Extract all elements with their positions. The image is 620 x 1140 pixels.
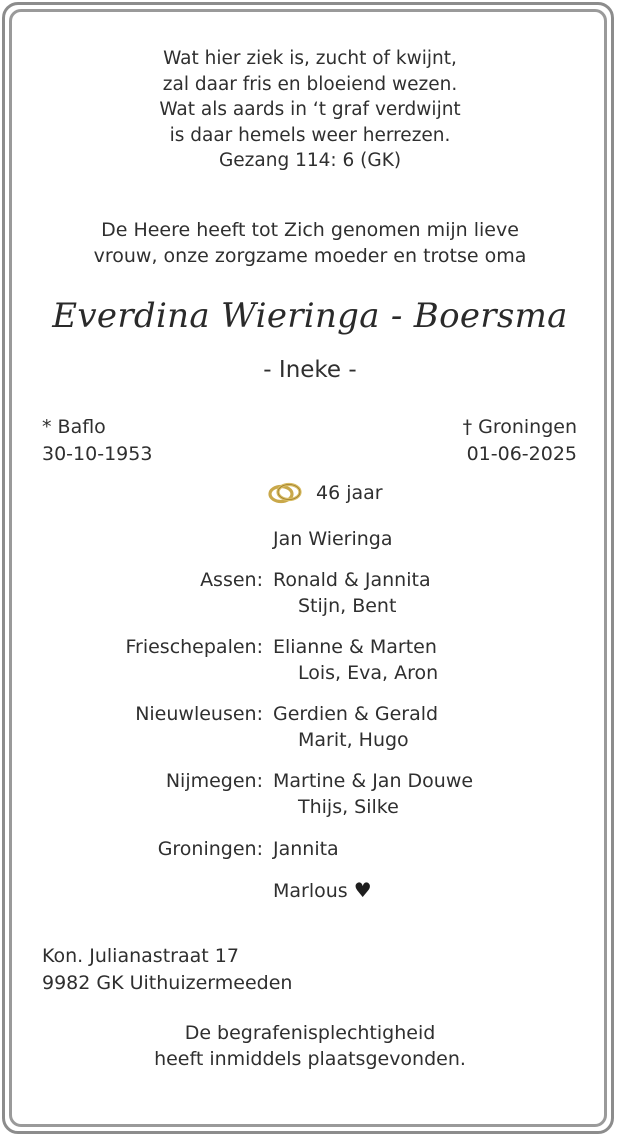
family-couple: Gerdien & Gerald <box>273 703 439 725</box>
death-date: 01-06-2025 <box>466 443 577 465</box>
announcement-text <box>0 217 620 269</box>
poem-line: Wat hier ziek is, zucht of kwijnt, <box>163 48 457 69</box>
extra-name: Marlous <box>273 880 348 902</box>
family-couple: Jannita <box>273 838 339 860</box>
address-city: 9982 GK Uithuizermeeden <box>42 972 293 994</box>
announcement-line-1: De Heere heeft tot Zich genomen mijn lieve <box>101 219 519 241</box>
birth-place: * Baflo <box>42 416 106 438</box>
marriage-years: 46 jaar <box>316 482 383 504</box>
heart-icon: ♥ <box>353 878 372 902</box>
family-place: Frieschepalen: <box>125 636 263 658</box>
address <box>42 943 292 997</box>
deceased-name: Everdina Wieringa - Boersma <box>52 296 568 336</box>
family-children: Thijs, Silke <box>298 796 399 818</box>
death-info <box>463 414 577 468</box>
family-children: Marit, Hugo <box>298 729 409 751</box>
marriage-duration <box>266 480 383 506</box>
closing-line-1: De begrafenisplechtigheid <box>184 1022 436 1044</box>
extra-person <box>273 877 372 904</box>
family-children: Stijn, Bent <box>298 595 397 617</box>
poem-line: is daar hemels weer herrezen. <box>169 124 451 146</box>
family-place: Nieuwleusen: <box>135 703 263 725</box>
family-children: Lois, Eva, Aron <box>298 662 439 684</box>
family-couple: Martine & Jan Douwe <box>273 770 474 792</box>
wedding-rings-icon <box>266 480 304 506</box>
closing-text <box>0 1020 620 1072</box>
closing-line-2: heeft inmiddels plaatsgevonden. <box>154 1048 466 1070</box>
address-street: Kon. Julianastraat 17 <box>42 945 239 967</box>
birth-info <box>42 414 152 468</box>
death-place: † Groningen <box>462 416 577 438</box>
announcement-line-2: vrouw, onze zorgzame moeder en trotse oma <box>93 245 527 267</box>
poem-line: zal daar fris en bloeiend wezen. <box>162 73 458 95</box>
poem-line: Wat als aards in ‘t graf verdwijnt <box>159 99 461 120</box>
family-place: Assen: <box>200 569 263 591</box>
family-place: Groningen: <box>157 838 263 860</box>
birth-date: 30-10-1953 <box>42 443 153 465</box>
family-couple: Ronald & Jannita <box>273 569 431 591</box>
deceased-nickname: - Ineke - <box>263 357 357 383</box>
poem-source: Gezang 114: 6 (GK) <box>218 150 402 171</box>
family-couple: Elianne & Marten <box>273 636 437 658</box>
spouse-name: Jan Wieringa <box>273 528 393 550</box>
poem <box>0 46 620 174</box>
family-place: Nijmegen: <box>165 770 263 792</box>
